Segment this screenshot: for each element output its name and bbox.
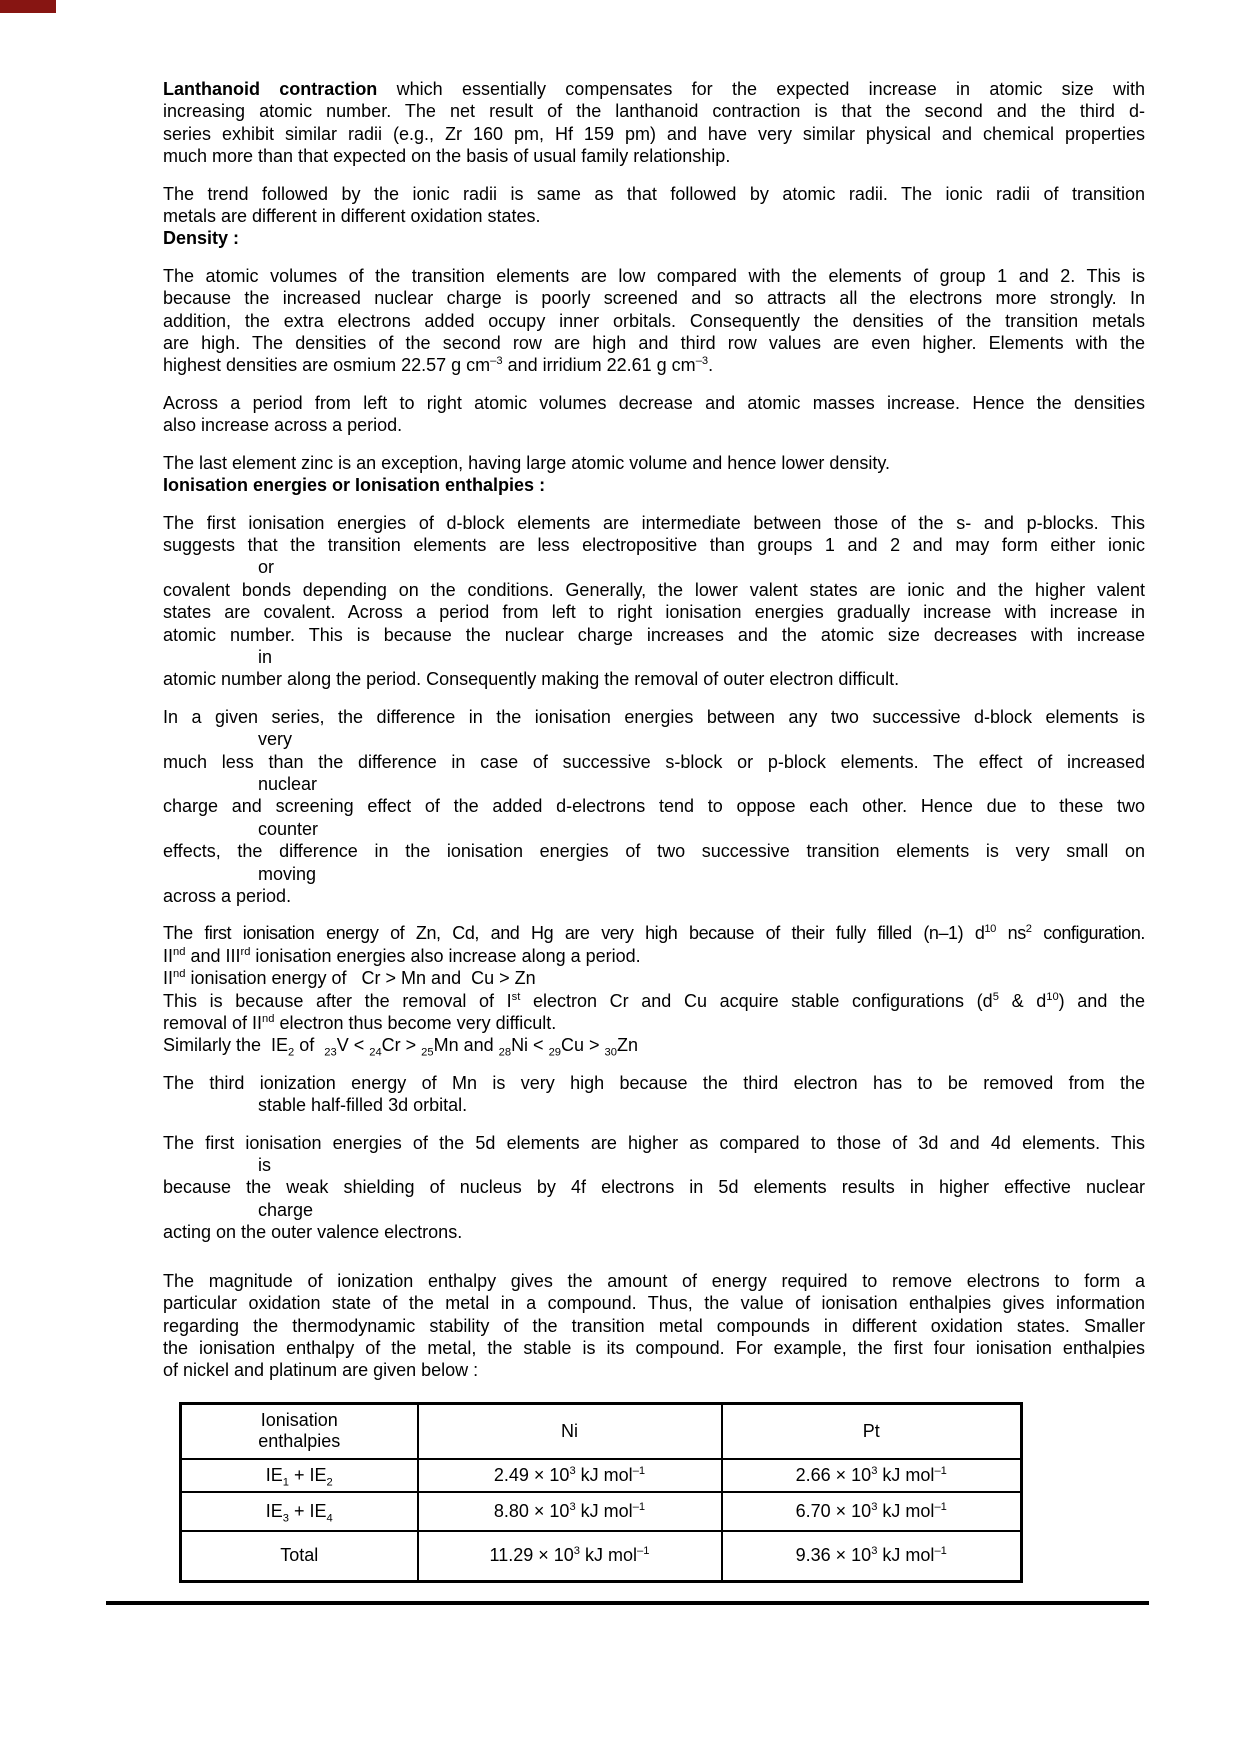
text-line: IInd ionisation energy of Cr > Mn and Cu > Zn	[163, 968, 536, 989]
text-line: effects, the difference in the ionisation energies of two successive transition elements is very small on	[163, 841, 1145, 862]
table-cell: $6.70 \times 10^3$ kJ mol$^{-1}$	[722, 1492, 1022, 1531]
text-line: series exhibit similar radii (e.g., Zr 160 pm, Hf 159 pm) and have very similar physical and chemical properties	[163, 123, 1145, 144]
text-line: The trend followed by the ionic radii is same as that followed by atomic radii. The ionic radii of transition	[163, 183, 1145, 204]
text-line: because the weak shielding of nucleus by 4f electrons in 5d elements results in higher effective nuclear	[163, 1177, 1145, 1198]
text-line: The third ionization energy of Mn is very high because the third electron has to be removed from the	[163, 1072, 1145, 1093]
text-line: of nickel and platinum are given below :	[163, 1360, 479, 1381]
text-line: in	[258, 646, 273, 667]
text-line: IInd and IIIrd ionisation energies also increase along a period.	[163, 945, 641, 966]
text-line: Across a period from left to right atomic volumes decrease and atomic masses increase. Hence the densities	[163, 392, 1145, 413]
paragraph	[163, 1132, 1145, 1244]
text-line: metals are different in different oxidation states.	[163, 206, 541, 227]
text-line: atomic number. This is because the nuclear charge increases and the atomic size decreases with increase	[163, 624, 1145, 645]
text-line: Lanthanoid contraction which essentially compensates for the expected increase in atomic size with	[163, 79, 1146, 99]
text-line: suggests that the transition elements are less electropositive than groups 1 and 2 and may form either ionic	[163, 534, 1145, 555]
table-row	[181, 1459, 1022, 1492]
text-line: states are covalent. Across a period from left to right ionisation energies gradually increase with increase in	[163, 602, 1145, 623]
paragraph	[163, 1270, 1145, 1382]
paragraph	[163, 183, 1145, 250]
document-content	[163, 78, 1145, 1605]
table-header-cell: Ionisation enthalpies	[181, 1403, 418, 1459]
text-line: moving	[258, 863, 317, 884]
table-cell: $8.80 \times 10^3$ kJ mol$^{-1}$	[418, 1492, 722, 1531]
text-line: nuclear	[258, 773, 318, 794]
text-line: are high. The densities of the second row are high and third row values are even higher. Elements with the	[163, 333, 1145, 354]
text-line: counter	[258, 818, 319, 839]
text-line: also increase across a period.	[163, 415, 403, 436]
table-cell: Total	[181, 1531, 418, 1581]
page-divider	[106, 1601, 1149, 1605]
text-line: much less than the difference in case of successive s-block or p-block elements. The effect of increased	[163, 751, 1145, 772]
table-row	[181, 1531, 1022, 1581]
text-line: very	[258, 729, 293, 750]
text-line: highest densities are osmium 22.57 g $cm^{-3}$ and irridium 22.61 g $cm^{-3}$.	[163, 355, 714, 376]
table-header-cell: Ni	[418, 1403, 722, 1459]
section-heading: Ionisation energies or Ionisation enthalpies :	[163, 475, 546, 496]
paragraph	[163, 78, 1145, 168]
document-body	[163, 78, 1145, 1382]
section-heading: Density :	[163, 228, 240, 249]
corner-mark	[0, 0, 56, 13]
table-cell: $2.49 \times 10^3$ kJ mol$^{-1}$	[418, 1459, 722, 1492]
paragraph	[163, 922, 1145, 1060]
text-line: charge	[258, 1199, 314, 1220]
table-header-cell: Pt	[722, 1403, 1022, 1459]
paragraph	[163, 452, 1145, 497]
text-line: acting on the outer valence electrons.	[163, 1222, 463, 1243]
text-line: atomic number along the period. Consequently making the removal of outer electron difficult.	[163, 669, 900, 690]
text-line: regarding the thermodynamic stability of the transition metal compounds in different oxidation states. Smaller	[163, 1315, 1145, 1336]
paragraph	[163, 706, 1145, 908]
text-line: Similarly the $IE_2$ of $_{23}$V < $_{24}$Cr > $_{25}$Mn and $_{28}$Ni < $_{29}$Cu > $_{30}$Zn	[163, 1035, 638, 1060]
text-line: The atomic volumes of the transition elements are low compared with the elements of group 1 and 2. This is	[163, 265, 1145, 286]
table-cell: $11.29 \times 10^3$ kJ mol$^{-1}$	[418, 1531, 722, 1581]
table-header	[181, 1403, 1022, 1459]
text-line: The first ionisation energies of d-block elements are intermediate between those of the s- and p-blocks. This	[163, 512, 1145, 533]
table-row	[181, 1492, 1022, 1531]
table-header-row	[181, 1403, 1022, 1459]
text-line: much more than that expected on the basis of usual family relationship.	[163, 146, 731, 167]
text-line: the ionisation enthalpy of the metal, the stable is its compound. For example, the first four ionisation enthalpies	[163, 1337, 1145, 1358]
text-line: across a period.	[163, 886, 292, 906]
table-cell: $IE_3 + IE_4$	[181, 1492, 418, 1531]
text-line: The magnitude of ionization enthalpy gives the amount of energy required to remove electrons to form a	[163, 1270, 1145, 1291]
text-line: The last element zinc is an exception, having large atomic volume and hence lower density.	[163, 452, 891, 473]
text-line: or	[258, 557, 275, 578]
text-line: The first ionisation energy of Zn, Cd, and Hg are very high because of their fully filled (n–1) $d^{10}$ $ns^2$ configuration.	[163, 923, 1145, 944]
text-line: The first ionisation energies of the 5d elements are higher as compared to those of 3d and 4d elements. This	[163, 1132, 1145, 1153]
table-body	[181, 1459, 1022, 1581]
text-line: covalent bonds depending on the conditions. Generally, the lower valent states are ionic and the higher valent	[163, 579, 1145, 600]
paragraph	[163, 512, 1145, 691]
text-line: This is because after the removal of Ist electron Cr and Cu acquire stable configurations ($d^5$ & $d^{10}$) and the	[163, 990, 1145, 1011]
text-line: because the increased nuclear charge is poorly screened and so attracts all the electrons more strongly. In	[163, 288, 1145, 309]
paragraph	[163, 265, 1145, 377]
text-line: In a given series, the difference in the ionisation energies between any two successive d-block elements is	[163, 706, 1145, 727]
text-line: particular oxidation state of the metal in a compound. Thus, the value of ionisation enthalpies gives information	[163, 1293, 1145, 1314]
paragraph	[163, 392, 1145, 437]
text-line: removal of IInd electron thus become very difficult.	[163, 1013, 557, 1034]
text-line: charge and screening effect of the added d-electrons tend to oppose each other. Hence due to these two	[163, 796, 1145, 817]
text-line: stable half-filled 3d orbital.	[258, 1095, 468, 1116]
table-cell: $2.66 \times 10^3$ kJ mol$^{-1}$	[722, 1459, 1022, 1492]
text-line: addition, the extra electrons added occupy inner orbitals. Consequently the densities of the transition metals	[163, 310, 1145, 331]
paragraph	[163, 1072, 1145, 1117]
table-cell: $9.36 \times 10^3$ kJ mol$^{-1}$	[722, 1531, 1022, 1581]
table-cell: $IE_1 + IE_2$	[181, 1459, 418, 1492]
text-line: increasing atomic number. The net result of the lanthanoid contraction is that the second and the third d-	[163, 101, 1145, 122]
text-line: is	[258, 1155, 271, 1176]
ionisation-enthalpies-table	[179, 1402, 1023, 1583]
